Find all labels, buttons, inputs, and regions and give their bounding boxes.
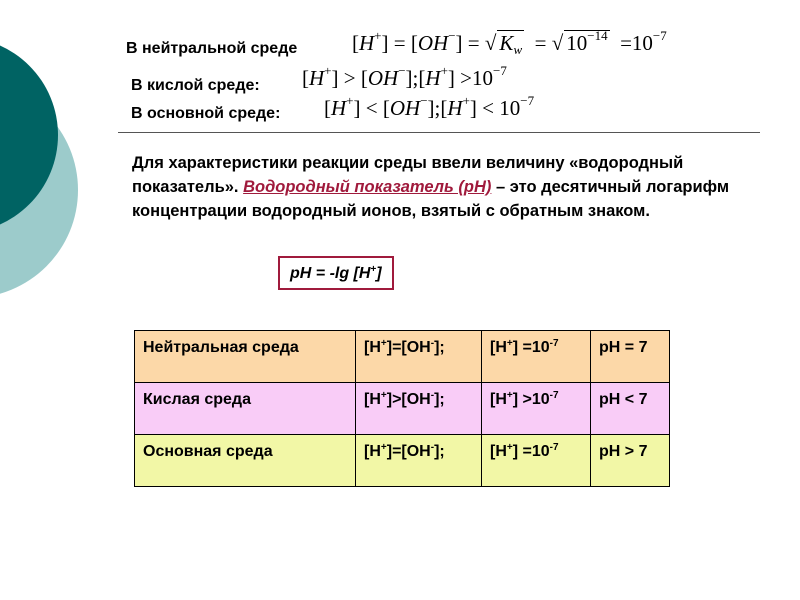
decorative-circles <box>0 0 120 330</box>
base-label: В основной среде: <box>131 105 281 122</box>
table-cell-ph: pH < 7 <box>591 383 670 435</box>
table-row <box>135 435 670 487</box>
neutral-equation: [H+] = [OH−] = √ $K_w$ = √ $10^{-14} =10^{-7}$ <box>352 28 667 57</box>
table-cell-concentration: $[H^+] =10^{-7}$ <box>482 435 591 487</box>
acid-equation: [H+] > [OH−];[H+] $>10^{-7}$ <box>302 63 507 90</box>
neutral-label: В нейтральной среде <box>126 40 298 57</box>
definition-paragraph: Для характеристики реакции среды ввели величину «водородный показатель». Водородный показатель (рН) – это десятичный логарифм концентрации водородный ионов, взятый с обратным знаком. <box>132 154 730 220</box>
base-equation: [H+] < [OH−];[H+] < $10^{-7}$ <box>324 93 535 120</box>
acid-label: В кислой среде: <box>131 77 260 94</box>
table-cell-relation: [H+]=[OH-]; <box>356 331 482 383</box>
table-cell-relation: [H+]=[OH-]; <box>356 435 482 487</box>
table-row <box>135 331 670 383</box>
table-cell-ph: pH = 7 <box>591 331 670 383</box>
table-cell-concentration: $[H^+] >10^{-7}$ <box>482 383 591 435</box>
ph-formula-box: pH = -lg [H+] <box>278 256 394 290</box>
table-cell-medium: Нейтральная среда <box>135 331 356 383</box>
table-row <box>135 383 670 435</box>
ph-table <box>134 330 670 487</box>
ph-term: Водородный показатель (рН) <box>243 178 492 196</box>
table-cell-medium: Основная среда <box>135 435 356 487</box>
table-cell-ph: pH > 7 <box>591 435 670 487</box>
divider <box>118 132 760 133</box>
table-cell-concentration: $[H^+] =10^{-7}$ <box>482 331 591 383</box>
table-cell-medium: Кислая среда <box>135 383 356 435</box>
table-cell-relation: [H+]>[OH-]; <box>356 383 482 435</box>
